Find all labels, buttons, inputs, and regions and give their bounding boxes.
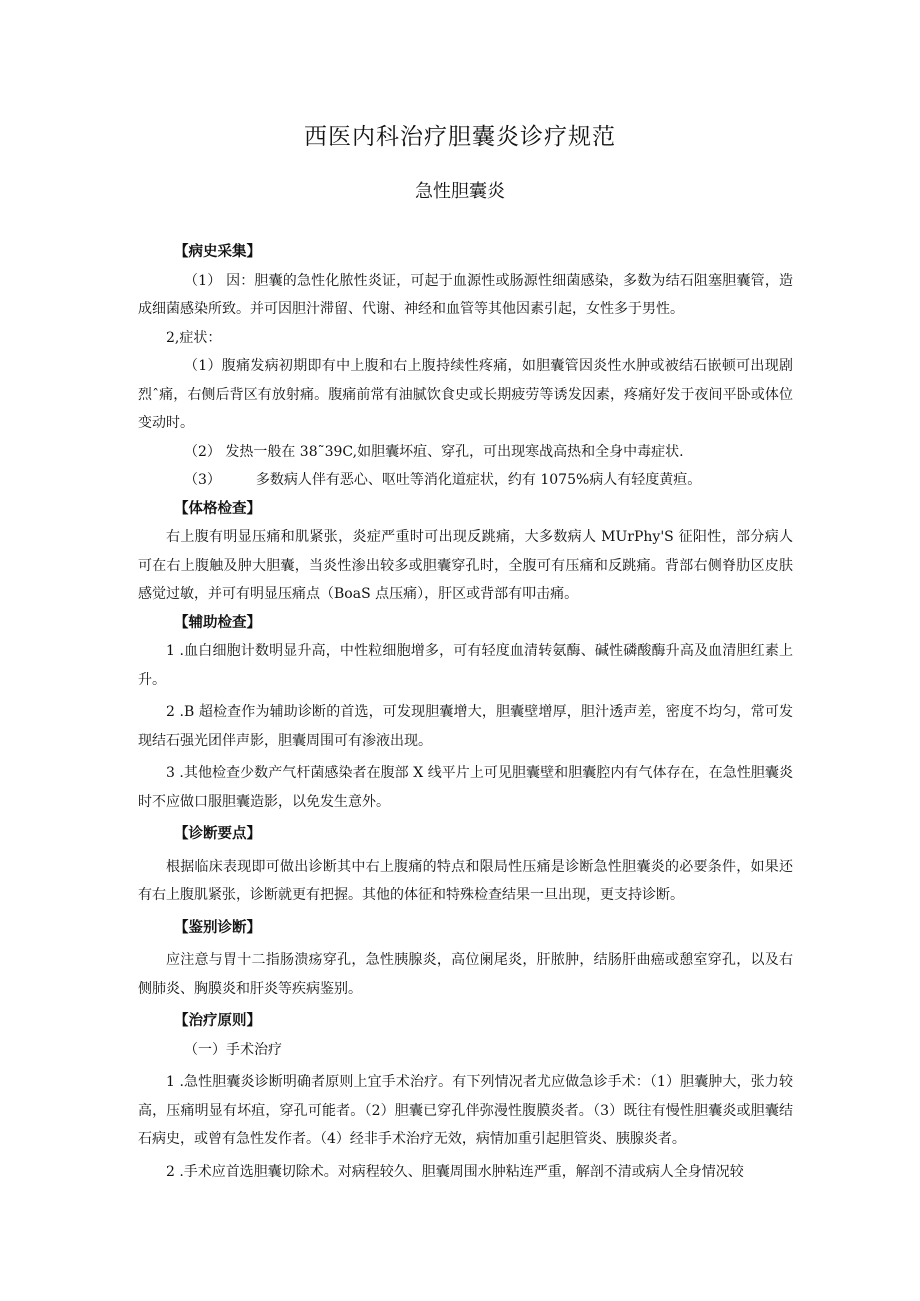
section-heading-differential: 【鉴别诊断】	[174, 919, 261, 936]
document-subtitle: 急性胆囊炎	[415, 181, 505, 202]
document-title: 西医内科治疗胆囊炎诊疗规范	[304, 124, 616, 150]
paragraph: （1）腹痛发病初期即有中上腹和右上腹持续性疼痛，如胆囊管因炎性水肿或被结石嵌顿可出现剧烈ˆ痛，右侧后背区有放射痛。腹痛前常有油腻饮食史或长期疲劳等诱发因素，疼痛好发于夜间平卧或体位变动时。	[138, 358, 793, 431]
paragraph: 2 .B 超检查作为辅助诊断的首选，可发现胆囊增大，胆囊壁增厚，胆汁透声差，密度不均匀，常可发现结石强光团伴声影，胆囊周围可有渗液出现。	[138, 704, 793, 749]
paragraph: 1 .血白细胞计数明显升高，中性粒细胞增多，可有轻度血清转氨酶、碱性磷酸酶升高及血清胆红素上升。	[138, 643, 793, 688]
paragraph: 2,症状：	[166, 329, 222, 346]
paragraph: （3） 多数病人伴有恶心、呕吐等消化道症状，约有 1075%病人有轻度黄疸。	[184, 472, 702, 488]
section-heading-diagnosis: 【诊断要点】	[174, 826, 261, 842]
document-body	[138, 238, 793, 1186]
paragraph: （2） 发热一般在 38˜39C,如胆囊坏疽、穿孔，可出现寒战高热和全身中毒症状.	[184, 443, 684, 460]
section-heading-history: 【病史采集】	[174, 244, 261, 260]
section-heading-exam: 【体格检查】	[174, 500, 261, 517]
paragraph: 3 .其他检查少数产气杆菌感染者在腹部 X 线平片上可见胆囊壁和胆囊腔内有气体存在，在急性胆囊炎时不应做口服胆囊造影，以免发生意外。	[138, 765, 793, 810]
section-heading-treatment: 【治疗原则】	[174, 1013, 261, 1029]
paragraph: 根据临床表现即可做出诊断其中右上腹痛的特点和限局性压痛是诊断急性胆囊炎的必要条件，如果还有右上腹肌紧张，诊断就更有把握。其他的体征和特殊检查结果一旦出现，更支持诊断。	[138, 858, 793, 903]
paragraph: （一）手术治疗	[184, 1041, 282, 1058]
paragraph: 右上腹有明显压痛和肌紧张，炎症严重时可出现反跳痛，大多数病人 MUrPhy'S 征阳性，部分病人可在右上腹触及肿大胆囊，当炎性渗出较多或胆囊穿孔时，全腹可有压痛和反跳痛。背部右侧脊肋区皮肤感觉过敏，并可有明显压痛点（BoaS 点压痛），肝区或背部有叩击痛。	[138, 529, 793, 602]
paragraph: 应注意与胃十二指肠溃疡穿孔，急性胰腺炎，高位阑尾炎，肝脓肿，结肠肝曲癌或憩室穿孔，以及右侧肺炎、胸膜炎和肝炎等疾病鉴别。	[138, 952, 793, 997]
paragraph: （1） 因：胆囊的急性化脓性炎证，可起于血源性或肠源性细菌感染，多数为结石阻塞胆囊管，造成细菌感染所致。并可因胆汁滞留、代谢、神经和血管等其他因素引起，女性多于男性。	[138, 272, 793, 317]
section-heading-aux: 【辅助检查】	[174, 614, 261, 631]
paragraph: 1 .急性胆囊炎诊断明确者原则上宜手术治疗。有下列情况者尤应做急诊手术：（1）胆囊肿大，张力较高，压痛明显有坏疽，穿孔可能者。（2）胆囊已穿孔伴弥漫性腹膜炎者。（3）既往有慢性胆囊炎或胆囊结石病史，或曾有急性发作者。（4）经非手术治疗无效，病情加重引起胆管炎、胰腺炎者。	[138, 1074, 793, 1147]
paragraph: 2 .手术应首选胆囊切除术。对病程较久、胆囊周围水肿粘连严重，解剖不清或病人全身情况较	[166, 1163, 744, 1180]
